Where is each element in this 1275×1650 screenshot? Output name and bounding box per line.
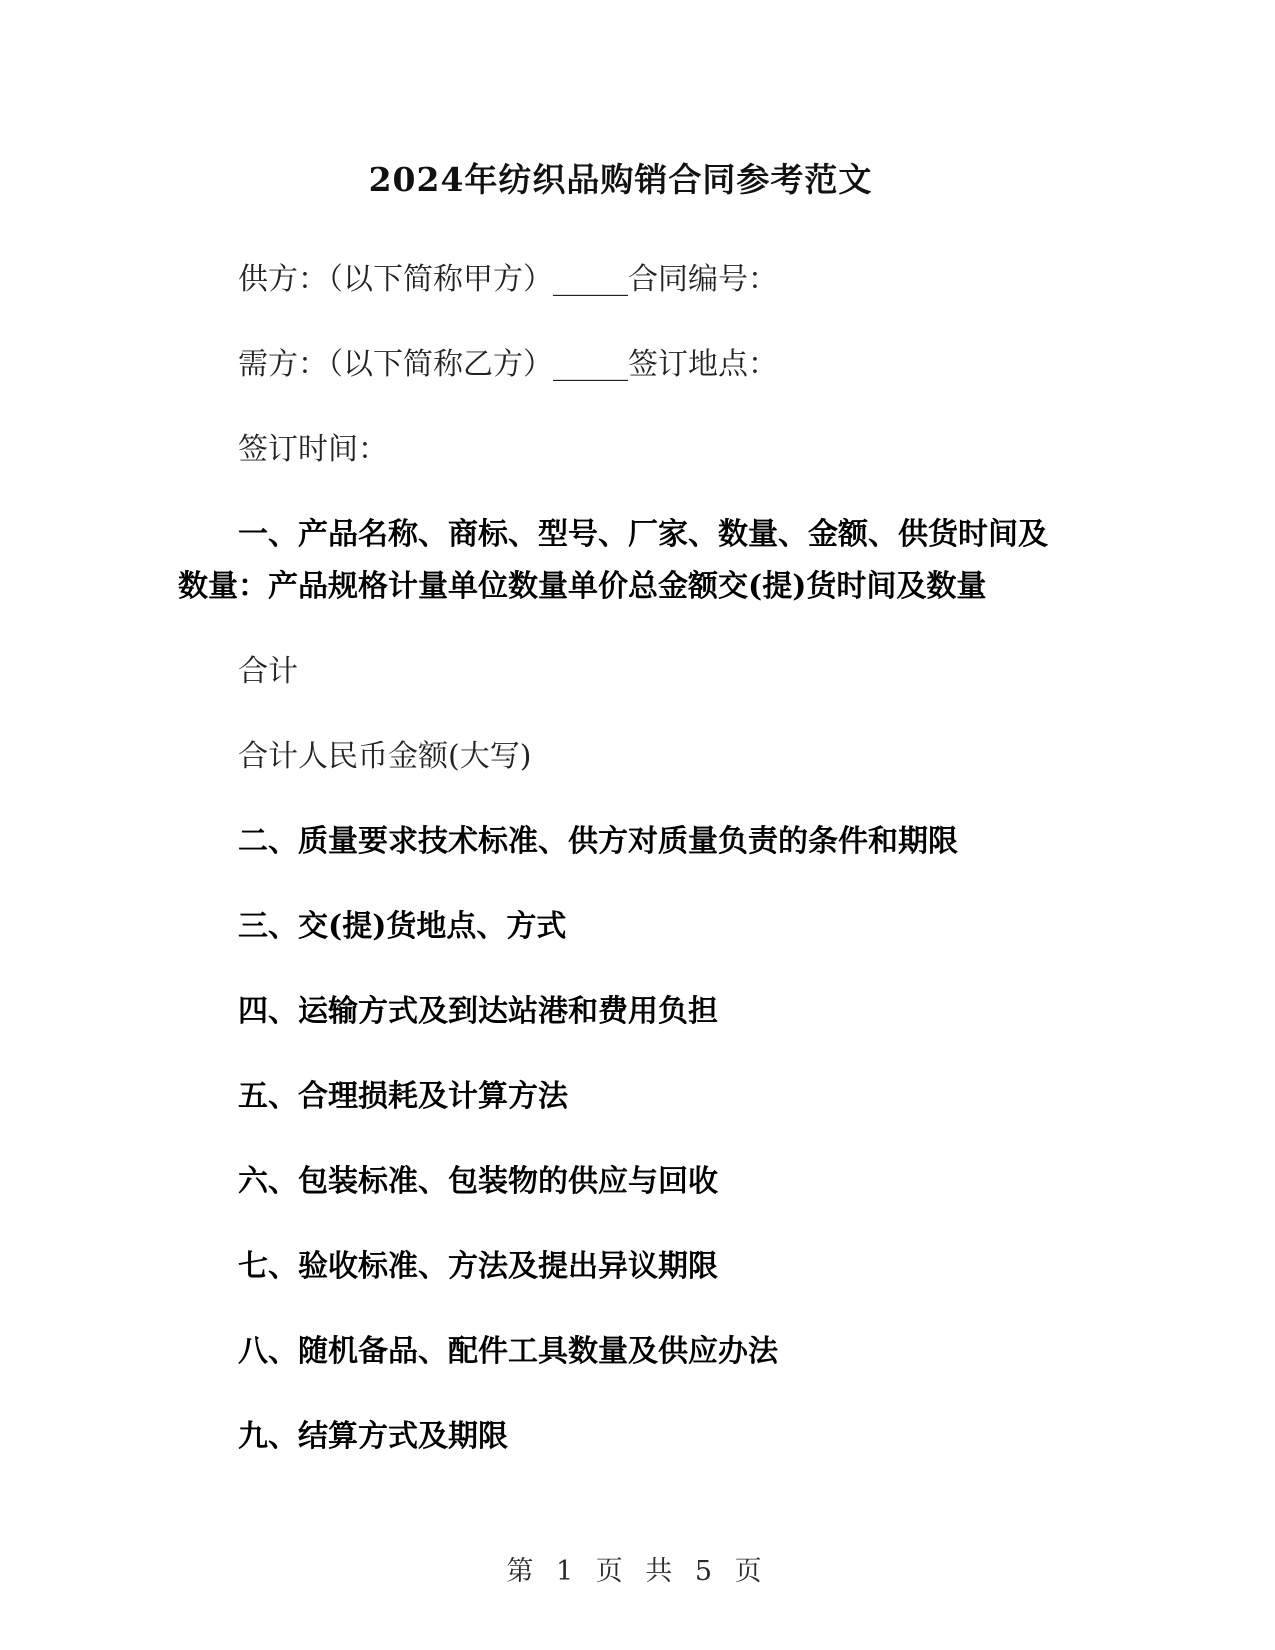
paragraph-buyer-line: 需方：（以下简称乙方）_____签订地点： — [238, 346, 778, 382]
paragraph-signing-time: 签订时间： — [238, 431, 388, 467]
section-7-acceptance-standard: 七、验收标准、方法及提出异议期限 — [238, 1248, 718, 1284]
section-9-settlement-method: 九、结算方式及期限 — [238, 1418, 508, 1454]
paragraph-total-amount-words: 合计人民币金额(大写) — [238, 738, 532, 774]
page-number-label: 第 1 页 共 5 页 — [506, 1556, 769, 1587]
section-6-packaging-standard: 六、包装标准、包装物的供应与回收 — [238, 1163, 718, 1199]
section-3-delivery-place: 三、交(提)货地点、方式 — [238, 908, 567, 944]
section-8-spare-parts: 八、随机备品、配件工具数量及供应办法 — [238, 1333, 778, 1369]
section-4-transport-mode: 四、运输方式及到达站港和费用负担 — [238, 993, 718, 1029]
paragraph-supplier-line: 供方：（以下简称甲方）_____合同编号： — [238, 261, 778, 297]
paragraph-total: 合计 — [238, 653, 298, 689]
section-2-quality-requirements: 二、质量要求技术标准、供方对质量负责的条件和期限 — [238, 823, 958, 859]
section-5-reasonable-loss: 五、合理损耗及计算方法 — [238, 1078, 568, 1114]
section-1-product-details: 一、产品名称、商标、型号、厂家、数量、金额、供货时间及数量：产品规格计量单位数量单价总金额交(提)货时间及数量 — [178, 516, 1048, 604]
document-title: 2024年纺织品购销合同参考范文 — [368, 160, 873, 199]
